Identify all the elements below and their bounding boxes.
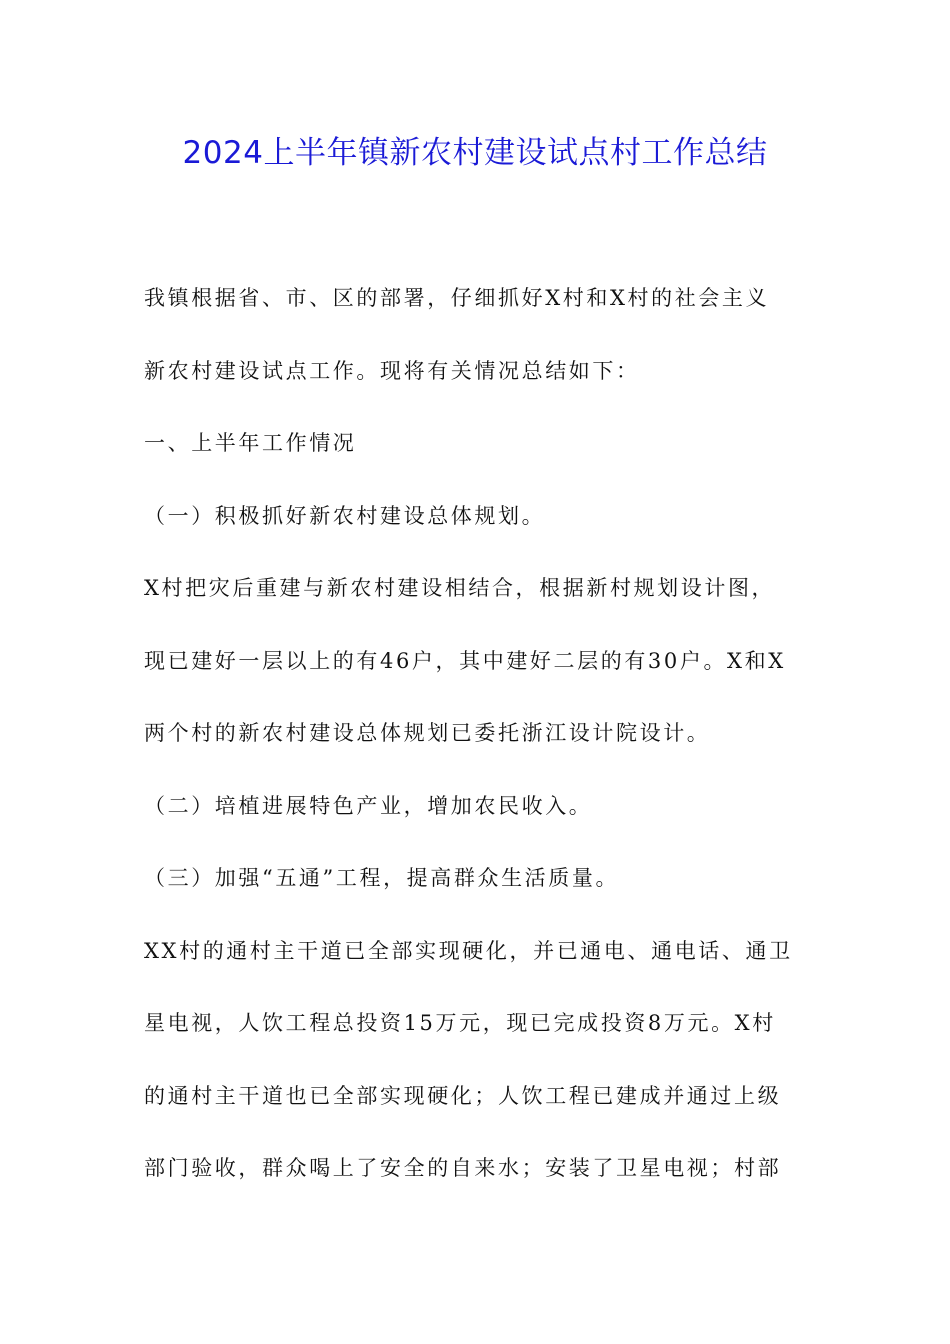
document-body [144, 262, 810, 1205]
body-line: 我镇根据省、市、区的部署，仔细抓好X村和X村的社会主义 [144, 286, 770, 310]
body-line: XX村的通村主干道已全部实现硬化，并已通电、通电话、通卫 [144, 938, 793, 963]
body-line: 的通村主干道也已全部实现硬化；人饮工程已建成并通过上级 [144, 1083, 782, 1108]
body-line: X村把灾后重建与新农村建设相结合，根据新村规划设计图， [144, 576, 776, 600]
subsection-heading: （二）培植进展特色产业，增加农民收入。 [144, 793, 593, 818]
body-line: 新农村建设试点工作。现将有关情况总结如下： [144, 358, 640, 383]
section-heading: 一、上半年工作情况 [144, 431, 357, 455]
subsection-heading: （一）积极抓好新农村建设总体规划。 [144, 503, 546, 528]
body-line: 两个村的新农村建设总体规划已委托浙江设计院设计。 [144, 721, 711, 745]
body-line: 星电视，人饮工程总投资15万元，现已完成投资8万元。X村 [144, 1011, 776, 1035]
body-line: 现已建好一层以上的有46户，其中建好二层的有30户。X和X [144, 648, 786, 673]
subsection-heading: （三）加强“五通”工程，提高群众生活质量。 [144, 866, 620, 890]
document-title: 2024上半年镇新农村建设试点村工作总结 [182, 135, 768, 171]
body-line: 部门验收，群众喝上了安全的自来水；安装了卫星电视；村部 [144, 1156, 782, 1180]
